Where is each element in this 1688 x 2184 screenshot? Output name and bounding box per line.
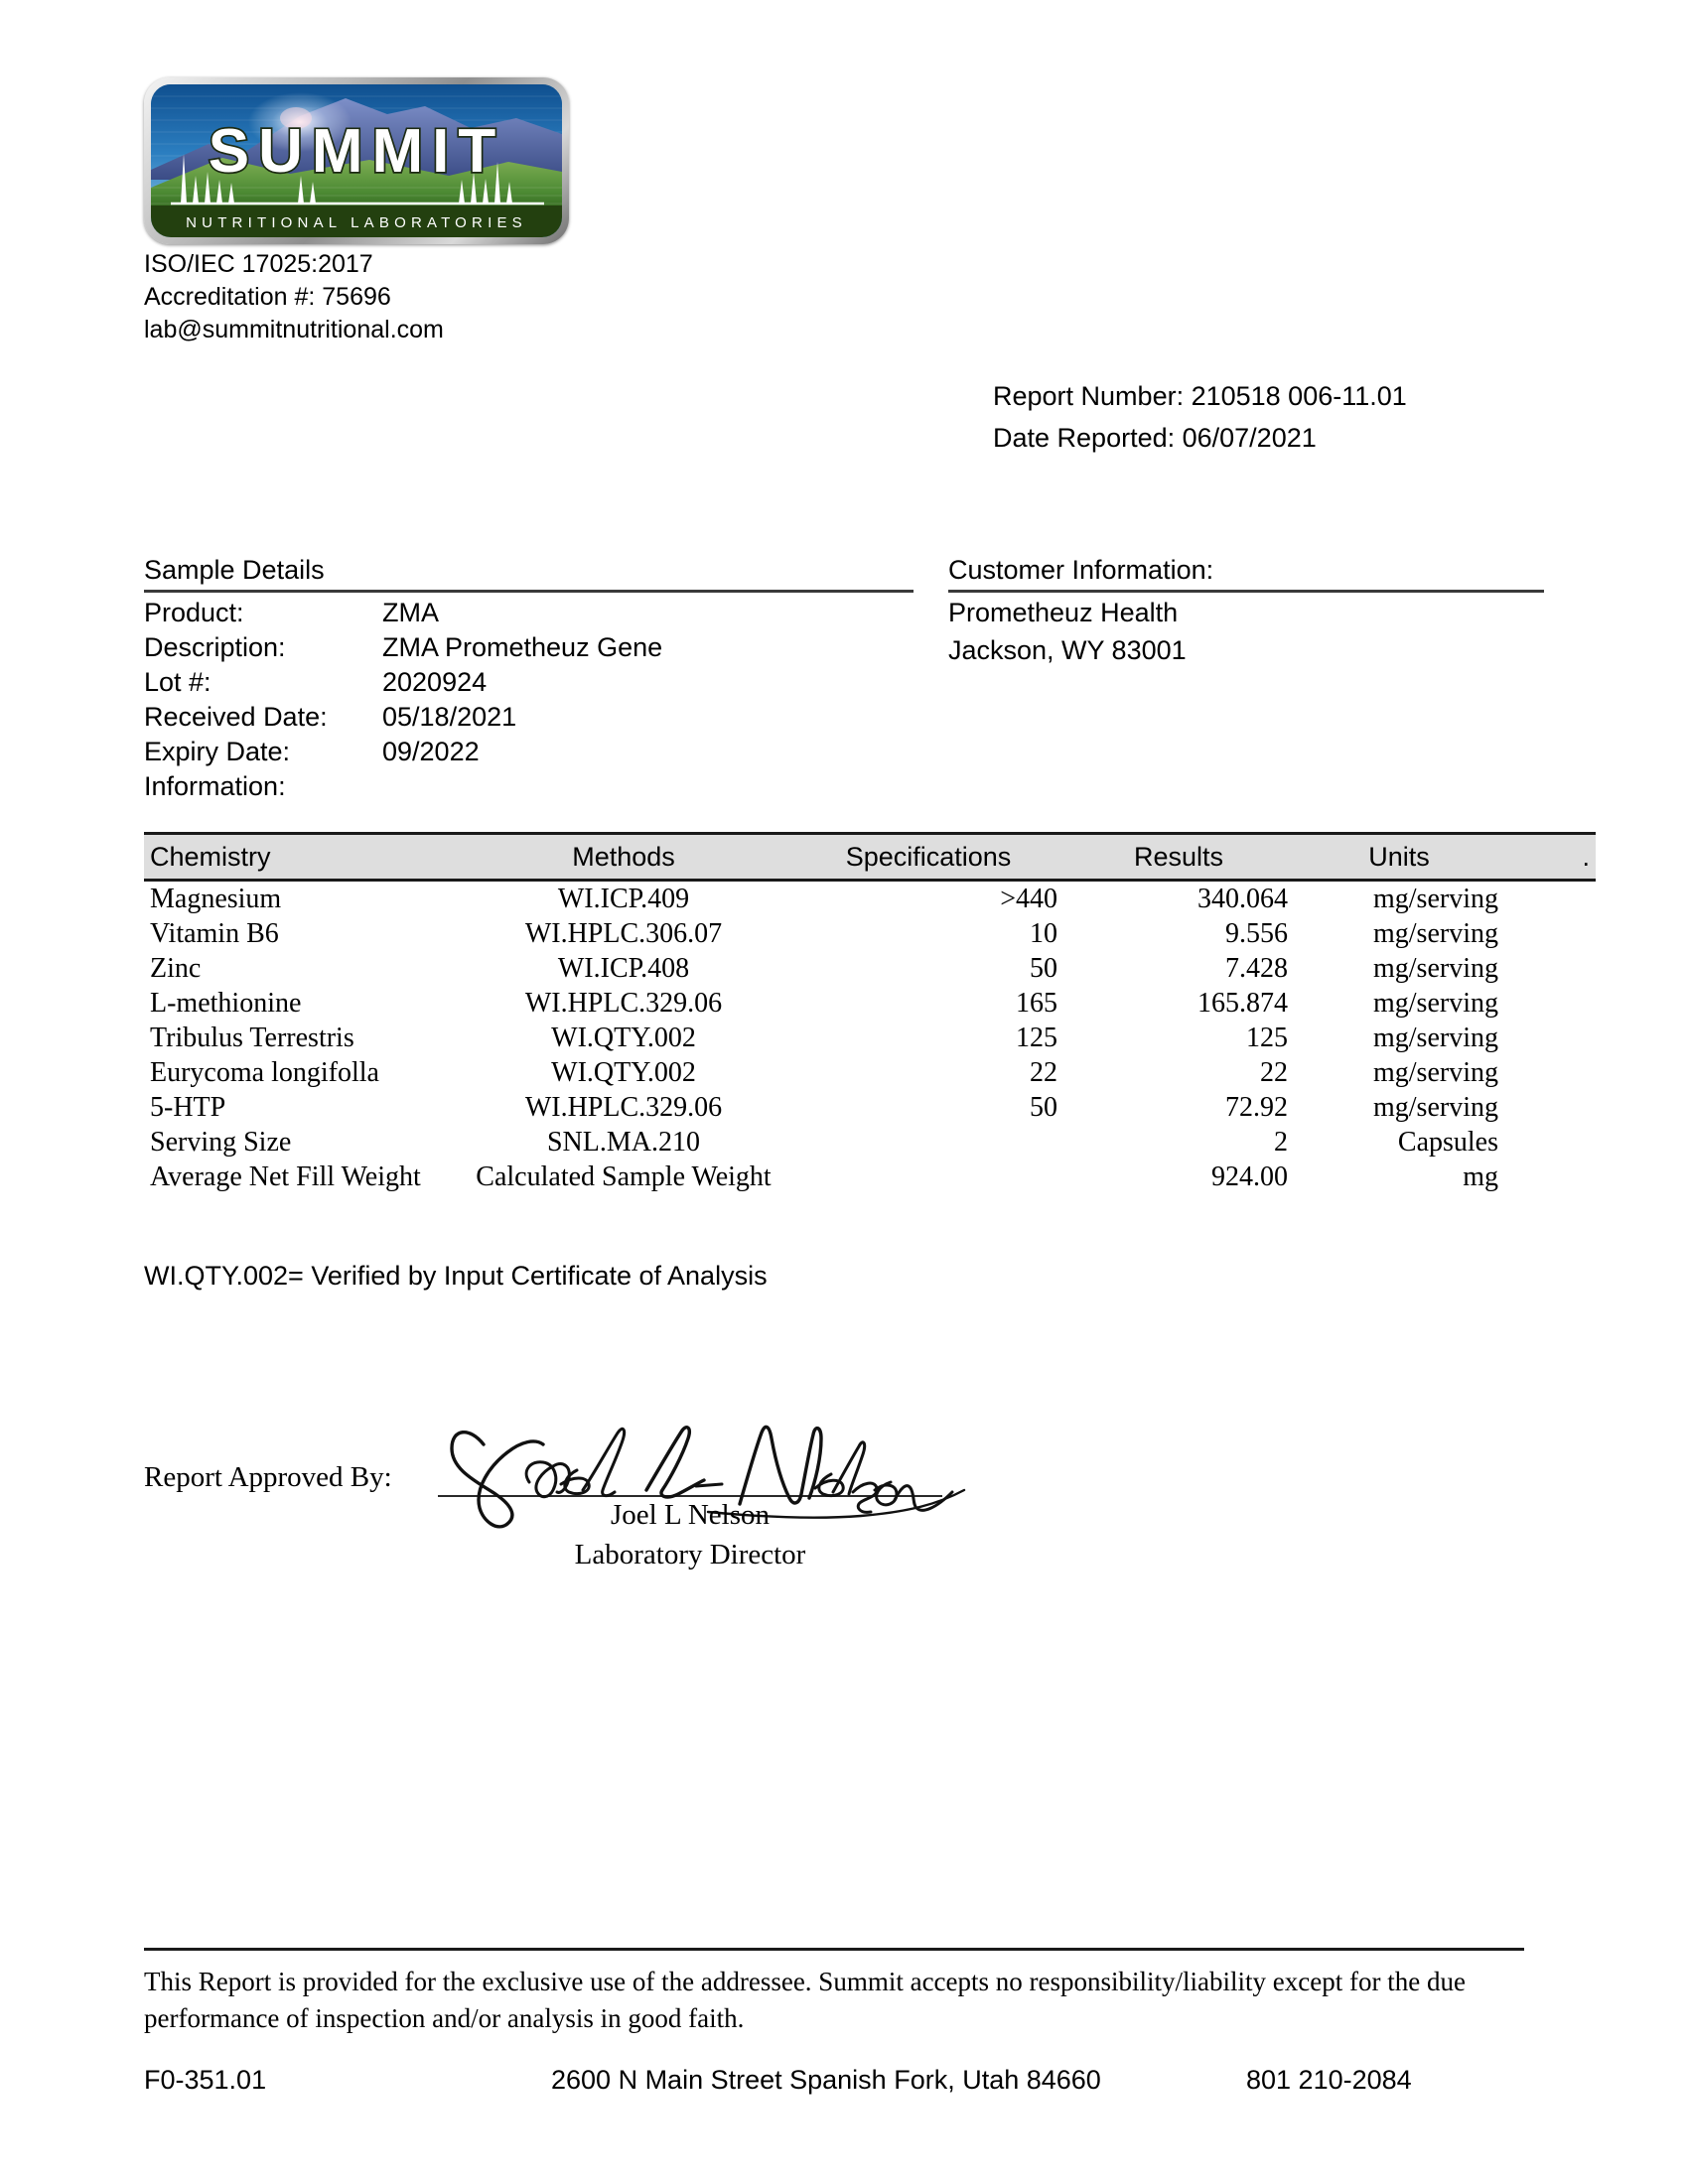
- results-table: [144, 832, 1596, 1194]
- logo-brand-text: SUMMIT: [208, 117, 505, 186]
- cell-units: mg/serving: [1373, 1057, 1498, 1088]
- sample-detail-value: [382, 769, 662, 804]
- sample-details-panel: [144, 553, 914, 804]
- results-header-row: [144, 834, 1596, 881]
- cell-result: 125: [1246, 1023, 1288, 1053]
- report-number-line: Report Number: 210518 006-11.01: [993, 381, 1407, 411]
- summit-logo: [144, 77, 569, 244]
- cell-chemistry: Zinc: [150, 953, 202, 984]
- table-row: [144, 1021, 1596, 1055]
- cell-specification: [793, 1125, 1063, 1160]
- accreditation-block: [144, 248, 444, 346]
- cell-units: mg/serving: [1373, 953, 1498, 984]
- cell-chemistry: Vitamin B6: [150, 918, 279, 949]
- sample-detail-value: ZMA Prometheuz Gene: [382, 632, 663, 662]
- sample-detail-label: Received Date:: [144, 702, 328, 732]
- method-note: WI.QTY.002= Verified by Input Certificate of Analysis: [144, 1261, 768, 1291]
- cell-method: WI.ICP.408: [557, 953, 690, 984]
- sample-details-table: [144, 596, 662, 804]
- column-header-specifications: Specifications: [793, 834, 1063, 881]
- cell-units: mg/serving: [1373, 1092, 1498, 1123]
- cell-units: Capsules: [1397, 1127, 1498, 1158]
- cell-specification: >440: [1000, 884, 1057, 914]
- cell-specification: 125: [1016, 1023, 1057, 1053]
- cell-trailing: [1504, 1160, 1596, 1194]
- sample-detail-value: ZMA: [382, 598, 439, 627]
- sample-detail-label: Lot #:: [144, 667, 211, 697]
- cell-method: SNL.MA.210: [546, 1127, 700, 1158]
- cell-method: WI.HPLC.306.07: [524, 918, 723, 949]
- sample-detail-value: 09/2022: [382, 737, 480, 766]
- cell-units: mg: [1463, 1161, 1498, 1192]
- cell-method: WI.HPLC.329.06: [524, 988, 723, 1019]
- footer-form-number: F0-351.01: [144, 2065, 267, 2095]
- cell-trailing: [1504, 1125, 1596, 1160]
- cell-trailing: [1504, 986, 1596, 1021]
- cell-trailing: [1504, 1090, 1596, 1125]
- table-row: [144, 1125, 1596, 1160]
- column-header-methods: Methods: [454, 834, 793, 881]
- table-row: [144, 596, 662, 630]
- signature-name: Joel L Nelson: [610, 1499, 770, 1531]
- cell-specification: 10: [1030, 918, 1057, 949]
- cell-trailing: [1504, 951, 1596, 986]
- cell-result: 72.92: [1225, 1092, 1288, 1123]
- cell-units: mg/serving: [1373, 918, 1498, 949]
- cell-units: mg/serving: [1373, 884, 1498, 914]
- logo-inner: [151, 84, 562, 237]
- column-header-results: Results: [1063, 834, 1294, 881]
- cell-method: Calculated Sample Weight: [476, 1161, 772, 1192]
- cell-chemistry: Tribulus Terrestris: [150, 1023, 354, 1053]
- cell-trailing: [1504, 916, 1596, 951]
- customer-location: Jackson, WY 83001: [948, 635, 1187, 665]
- column-header-chemistry: Chemistry: [144, 834, 454, 881]
- table-row: [144, 916, 1596, 951]
- sample-detail-value: 05/18/2021: [382, 702, 517, 732]
- cell-method: WI.QTY.002: [551, 1023, 696, 1053]
- cell-method: WI.ICP.409: [557, 884, 690, 914]
- cell-result: 924.00: [1211, 1161, 1288, 1192]
- table-row: [144, 665, 662, 700]
- table-row: [144, 881, 1596, 917]
- table-row: [144, 769, 662, 804]
- lab-email: lab@summitnutritional.com: [144, 316, 444, 343]
- column-header-trailing: .: [1504, 834, 1596, 881]
- sample-detail-label: Expiry Date:: [144, 737, 291, 766]
- customer-name: Prometheuz Health: [948, 598, 1179, 627]
- footer-phone: 801 210-2084: [1246, 2065, 1412, 2095]
- footer-address: 2600 N Main Street Spanish Fork, Utah 84660: [551, 2065, 1101, 2095]
- sample-details-title: Sample Details: [144, 553, 914, 593]
- cell-result: 2: [1274, 1127, 1288, 1158]
- customer-information-title: Customer Information:: [948, 553, 1544, 593]
- cell-specification: 165: [1016, 988, 1057, 1019]
- table-row: [144, 1055, 1596, 1090]
- cell-specification: [793, 1160, 1063, 1194]
- sample-detail-label: Description:: [144, 632, 286, 662]
- table-row: [144, 951, 1596, 986]
- cell-chemistry: Magnesium: [150, 884, 282, 914]
- logo-artwork-svg: [151, 84, 562, 237]
- table-row: [144, 630, 662, 665]
- cell-result: 9.556: [1225, 918, 1288, 949]
- cell-chemistry: 5-HTP: [150, 1092, 226, 1123]
- cell-result: 22: [1260, 1057, 1288, 1088]
- report-meta-block: [993, 375, 1407, 459]
- accreditation-line: Accreditation #: 75696: [144, 283, 391, 311]
- table-row: [144, 1090, 1596, 1125]
- cell-chemistry: Serving Size: [150, 1127, 292, 1158]
- cell-result: 7.428: [1225, 953, 1288, 984]
- sample-detail-label: Product:: [144, 598, 244, 627]
- sample-detail-label: Information:: [144, 771, 286, 801]
- cell-specification: 22: [1030, 1057, 1057, 1088]
- cell-method: WI.HPLC.329.06: [524, 1092, 723, 1123]
- iso-line: ISO/IEC 17025:2017: [144, 250, 373, 278]
- cell-result: 340.064: [1197, 884, 1288, 914]
- signature-title: Laboratory Director: [574, 1539, 806, 1570]
- table-row: [144, 986, 1596, 1021]
- cell-trailing: [1504, 881, 1596, 917]
- signature-label: Report Approved By:: [144, 1461, 392, 1493]
- cell-trailing: [1504, 1055, 1596, 1090]
- footer-divider: [144, 1948, 1524, 1951]
- customer-information-panel: [948, 553, 1544, 668]
- cell-chemistry: Eurycoma longifolla: [150, 1057, 379, 1088]
- signature-line: [438, 1495, 942, 1497]
- cell-method: WI.QTY.002: [551, 1057, 696, 1088]
- cell-specification: 50: [1030, 1092, 1057, 1123]
- table-row: [144, 735, 662, 769]
- logo-subtitle-text: NUTRITIONAL LABORATORIES: [186, 214, 527, 231]
- cell-chemistry: L-methionine: [150, 988, 302, 1019]
- cell-units: mg/serving: [1373, 1023, 1498, 1053]
- footer-disclaimer: This Report is provided for the exclusive use of the addressee. Summit accepts no responsibility/liability except for the due performance of inspection and/or analysis in good faith.: [144, 1967, 1466, 2033]
- cell-units: mg/serving: [1373, 988, 1498, 1019]
- signature-block: [144, 1410, 958, 1588]
- column-header-units: Units: [1294, 834, 1504, 881]
- logo-frame: [144, 77, 569, 244]
- cell-specification: 50: [1030, 953, 1057, 984]
- table-row: [144, 700, 662, 735]
- sample-detail-value: 2020924: [382, 667, 488, 697]
- cell-trailing: [1504, 1021, 1596, 1055]
- date-reported-line: Date Reported: 06/07/2021: [993, 423, 1317, 453]
- cell-result: 165.874: [1197, 988, 1288, 1019]
- cell-chemistry: Average Net Fill Weight: [150, 1161, 421, 1192]
- footer-contact-row: [144, 2065, 1524, 2105]
- table-row: [144, 1160, 1596, 1194]
